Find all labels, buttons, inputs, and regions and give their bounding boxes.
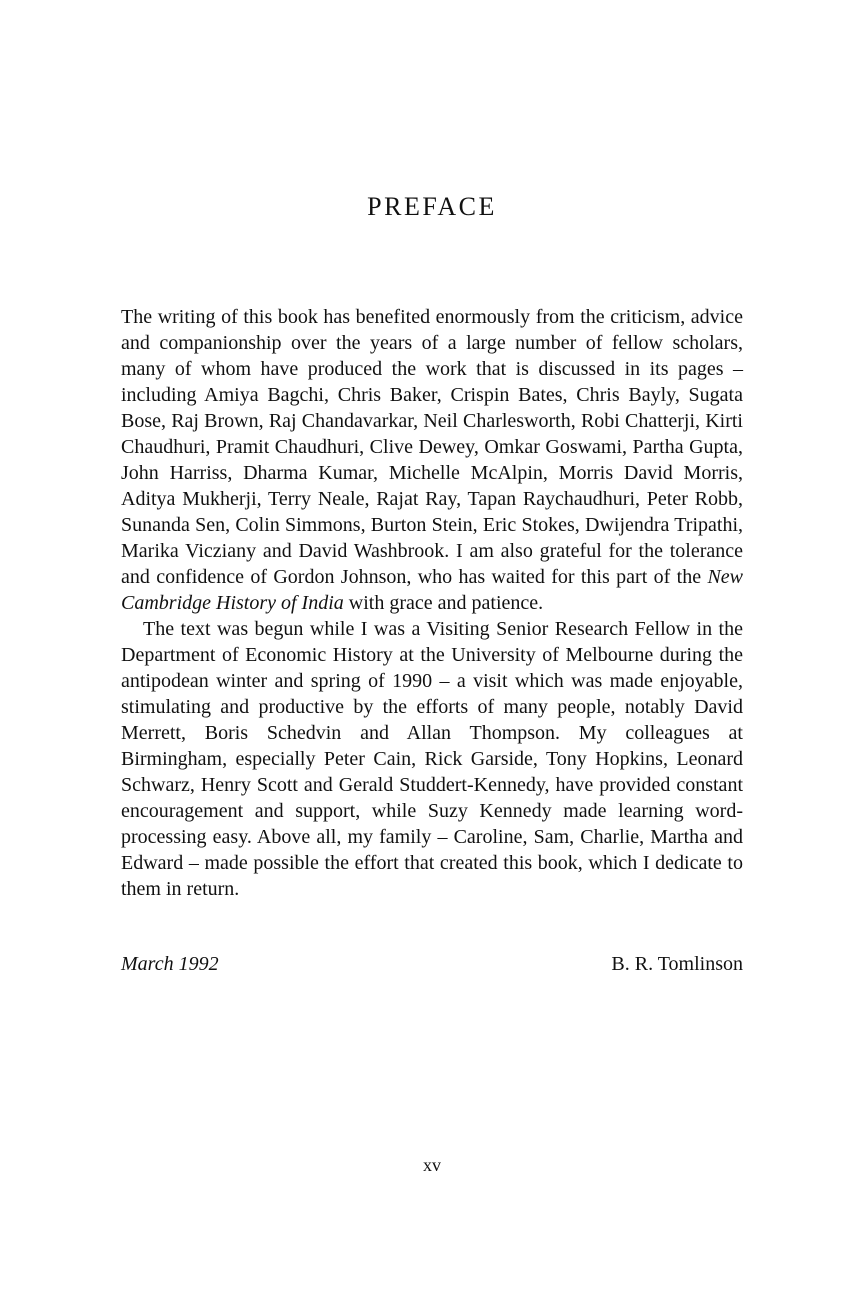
signature-line xyxy=(121,951,743,977)
paragraph-text: with grace and patience. xyxy=(343,592,544,614)
book-series-title: New Cambridge History of India xyxy=(121,566,743,614)
signature-date: March 1992 xyxy=(121,953,219,975)
paragraph-text: The writing of this book has benefited enormously from the criticism, advice and companionship over the years of a large number of fellow scholars, many of whom have produced the work that is discussed in its pages – including Amiya Bagchi, Chris Baker, Crispin Bates, Chris Bayly, Sugata Bose, Raj Brown, Raj Chandavarkar, Neil Charlesworth, Robi Chatterji, Kirti Chaudhuri, Pramit Chaudhuri, Clive Dewey, Omkar Goswami, Partha Gupta, John Harriss, Dharma Kumar, Michelle McAlpin, Morris David Morris, Aditya Mukherji, Terry Neale, Rajat Ray, Tapan Raychaudhuri, Peter Robb, Sunanda Sen, Colin Simmons, Burton Stein, Eric Stokes, Dwijendra Tripathi, Marika Vicziany and David Washbrook. I am also grateful for the tolerance and confidence of Gordon Johnson, who has waited for this part of the xyxy=(121,306,743,588)
page-number: xv xyxy=(423,1155,441,1175)
preface-body xyxy=(121,304,743,902)
page-title: PREFACE xyxy=(367,192,497,221)
paragraph-acknowledgements xyxy=(121,304,743,616)
paragraph-melbourne: The text was begun while I was a Visiting Senior Research Fellow in the Department of Economic History at the University of Melbourne during the antipodean winter and spring of 1990 – a visit which was made enjoyable, stimulating and productive by the efforts of many people, notably David Merrett, Boris Schedvin and Allan Thompson. My colleagues at Birmingham, especially Peter Cain, Rick Garside, Tony Hopkins, Leonard Schwarz, Henry Scott and Gerald Studdert-Kennedy, have provided constant encouragement and support, while Suzy Kennedy made learning word-processing easy. Above all, my family – Caroline, Sam, Charlie, Martha and Edward – made possible the effort that created this book, which I dedicate to them in return. xyxy=(121,618,743,900)
signature-author: B. R. Tomlinson xyxy=(611,953,743,975)
